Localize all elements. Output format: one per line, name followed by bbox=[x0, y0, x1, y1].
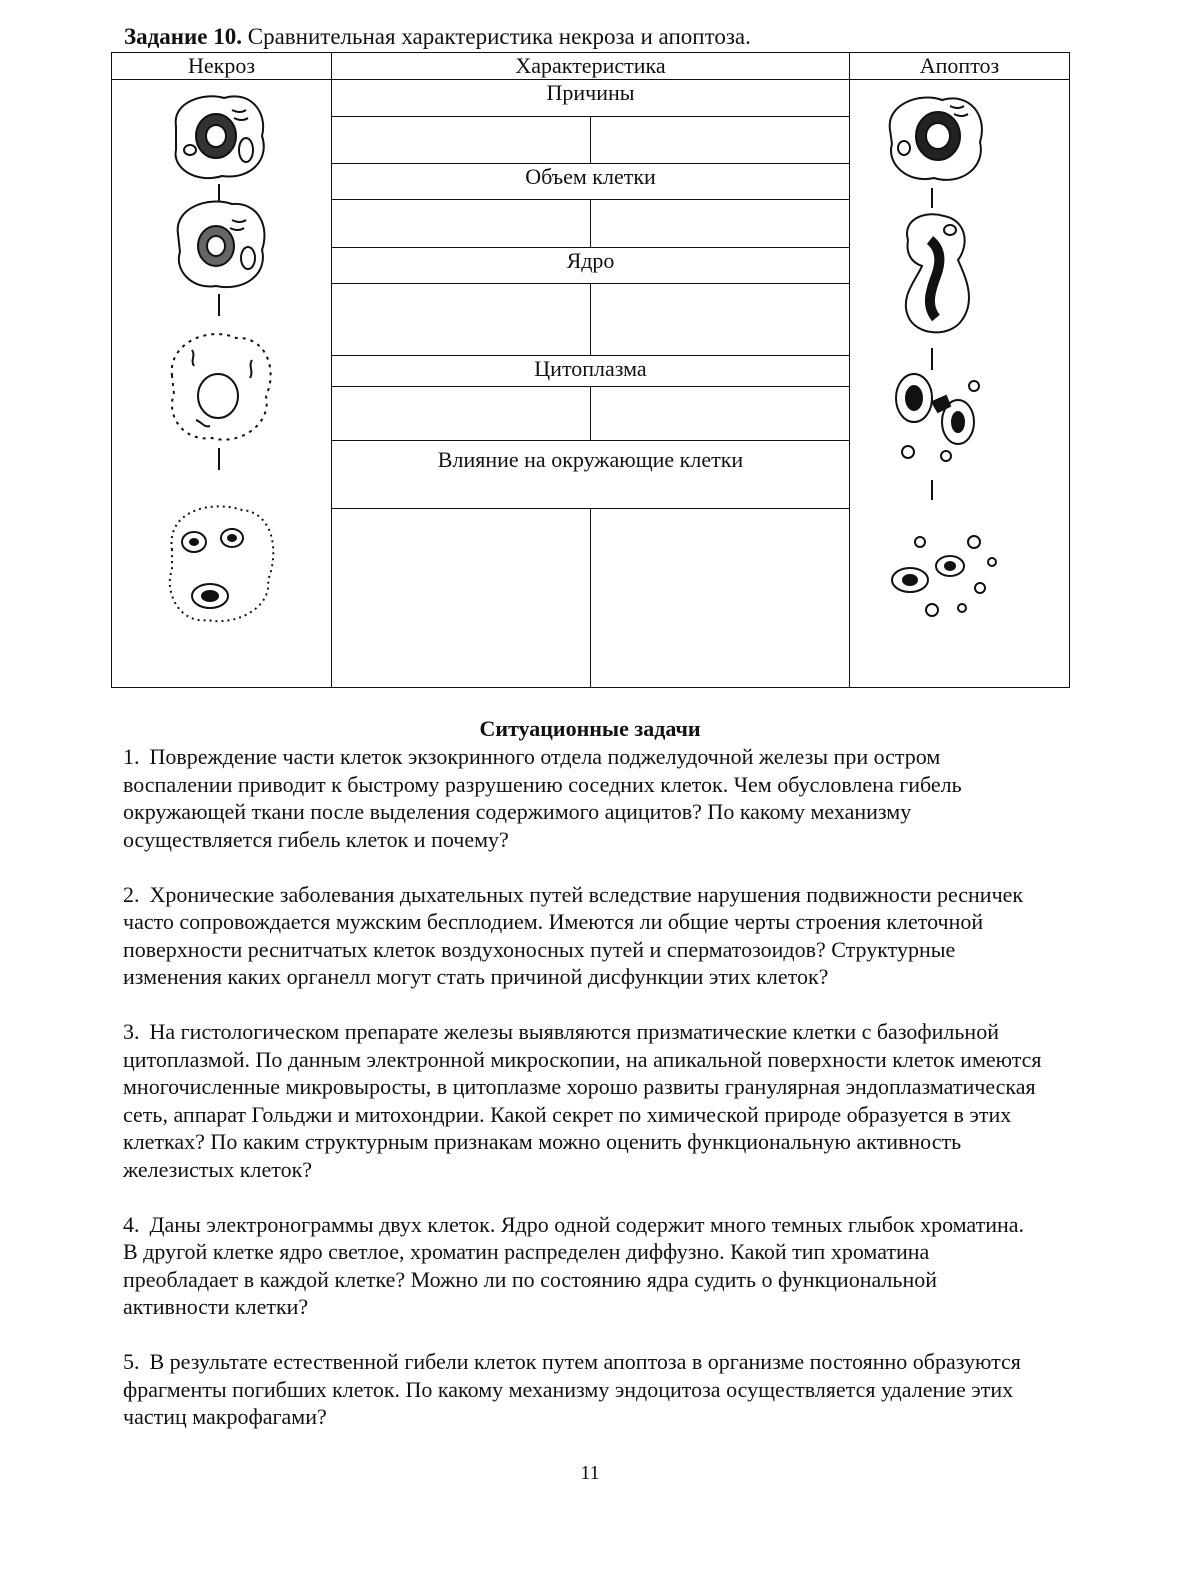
page-number: 11 bbox=[580, 1462, 600, 1484]
necrosis-stages-icon bbox=[112, 80, 332, 688]
cell-apoptosis-effect bbox=[591, 508, 850, 687]
header-characteristic: Характеристика bbox=[332, 53, 850, 80]
cell-necrosis-causes bbox=[332, 116, 591, 163]
task-item: 2. Хронические заболевания дыхательных путей вследствие нарушения подвижности ресничек часто сопровождается мужским бесплодием. Имеются ли общие черты строения клеточной поверхности реснитчатых клеток воздухоносных путей и сперматозоидов? Структурные изменения каких органелл могут стать причиной дисфункции этих клеток? bbox=[123, 881, 1024, 989]
cell-apoptosis-causes bbox=[591, 116, 850, 163]
cell-necrosis-effect bbox=[332, 508, 591, 687]
tasks-list bbox=[123, 743, 1043, 1458]
cell-apoptosis-cytoplasm bbox=[591, 386, 850, 440]
cell-necrosis-volume bbox=[332, 199, 591, 247]
header-apoptosis: Апоптоз bbox=[850, 53, 1070, 80]
task-heading bbox=[124, 24, 751, 50]
necrosis-illustrations bbox=[112, 80, 332, 688]
task-number: Задание 10. bbox=[124, 24, 242, 49]
section-cytoplasm: Цитоплазма bbox=[332, 355, 849, 386]
cell-necrosis-nucleus bbox=[332, 283, 591, 355]
section-effect-on-neighbors: Влияние на окружающие клетки bbox=[332, 440, 849, 508]
cell-apoptosis-volume bbox=[591, 199, 850, 247]
task-title: Сравнительная характеристика некроза и апоптоза. bbox=[247, 24, 751, 49]
section-causes: Причины bbox=[332, 80, 849, 116]
task-item: 4. Даны электронограммы двух клеток. Ядро одной содержит много темных глыбок хроматина. В другой клетке ядро светлое, хроматин распределен диффузно. Какой тип хроматина преобладает в каждой клетке? Можно ли по состоянию ядра судить о функциональной активности клетки? bbox=[123, 1211, 1025, 1319]
cell-necrosis-cytoplasm bbox=[332, 386, 591, 440]
situational-tasks-title: Ситуационные задачи bbox=[479, 716, 701, 741]
header-necrosis: Некроз bbox=[112, 53, 332, 80]
task-item: 5. В результате естественной гибели клеток путем апоптоза в организме постоянно образуются фрагменты погибших клеток. По какому механизму эндоцитоза осуществляется удаление этих частиц макрофагами? bbox=[123, 1349, 1021, 1429]
apoptosis-illustrations bbox=[850, 80, 1070, 688]
cell-apoptosis-nucleus bbox=[591, 283, 850, 355]
section-cell-volume: Объем клетки bbox=[332, 163, 849, 199]
comparison-table bbox=[111, 52, 1070, 688]
task-item: 3. На гистологическом препарате железы выявляются призматические клетки с базофильной цитоплазмой. По данным электронной микроскопии, на апикальной поверхности клеток имеются многочисленные микровыросты, в цитоплазме хорошо развиты гранулярная эндоплазматическая сеть, аппарат Гольджи и митохондрии. Какой секрет по химической природе образуется в этих клетках? По каким структурным признакам можно оценить функциональную активность железистых клеток? bbox=[123, 1019, 1042, 1182]
apoptosis-stages-icon bbox=[850, 80, 1070, 688]
characteristics-grid bbox=[332, 80, 849, 687]
section-nucleus: Ядро bbox=[332, 247, 849, 283]
task-item: 1. Повреждение части клеток экзокринного отдела поджелудочной железы при остром воспалении приводит к быстрому разрушению соседних клеток. Чем обусловлена гибель окружающей ткани после выделения содержимого ацицитов? По какому механизму осуществляется гибель клеток и почему? bbox=[123, 744, 962, 852]
